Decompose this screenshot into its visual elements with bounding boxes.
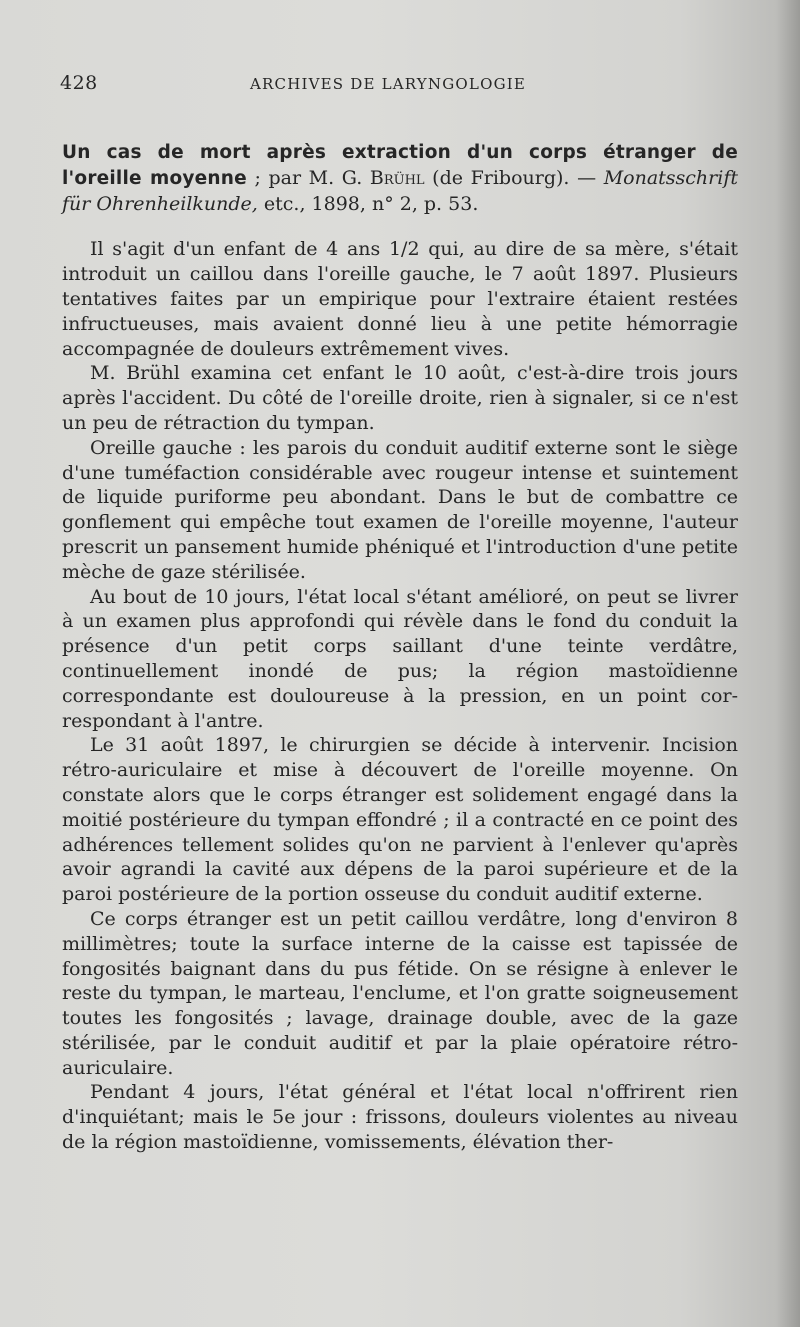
paragraph: Oreille gauche : les parois du conduit auditif externe sont le siège d'une tuméfaction considérable avec rougeur intense et suintement de liquide puriforme peu abondant. Dans le but de combattre ce gonflement qui empêche tout examen de l'oreille moyenne, l'auteur prescrit un pansement humide phéniqué et l'introduction d'une petite mèche de gaze stérilisée. bbox=[62, 436, 738, 583]
article-author: Brühl bbox=[369, 166, 425, 189]
paragraph: Pendant 4 jours, l'état général et l'état local n'offrirent rien d'inquiétant; mais le 5e jour : frissons, douleurs violentes au niveau de la région mastoïdienne, vomissements, élévation ther- bbox=[62, 1081, 738, 1154]
article-citation: etc., 1898, n° 2, p. 53. bbox=[257, 192, 479, 215]
paragraph: Ce corps étranger est un petit caillou verdâtre, long d'environ 8 millimètres; toute la surface interne de la caisse est tapissée de fongosités baignant dans du pus fétide. On se résigne à enlever le reste du tympan, le marteau, l'enclume, et l'on gratte soigneusement toutes les fongosités ; lavage, drainage double, avec de la gaze stérilisée, par le conduit auditif et par la plaie opératoire rétro-auriculaire. bbox=[62, 907, 738, 1079]
article-author-affiliation: (de Fribourg). — bbox=[424, 166, 604, 189]
article-journal: Monatsschrift für Ohrenheilkunde, bbox=[62, 166, 738, 215]
article-title-bold: Un cas de mort après extraction d'un corps étranger de l'oreille moyenne bbox=[62, 142, 738, 189]
paragraph: Il s'agit d'un enfant de 4 ans 1/2 qui, au dire de sa mère, s'était introduit un caillou dans l'oreille gauche, le 7 août 1897. Plusieurs tentatives faites par un empirique pour l'extraire étaient restées infructueuses, mais avaient donné lieu à une petite hémorragie accompagnée de douleurs extrêmement vives. bbox=[62, 238, 738, 360]
article-body bbox=[62, 140, 738, 1155]
article-title bbox=[62, 140, 738, 216]
page-number: 428 bbox=[60, 72, 98, 94]
paragraph: Le 31 août 1897, le chirurgien se décide à intervenir. Incision rétro-auriculaire et mise à découvert de l'oreille moyenne. On constate alors que le corps étranger est solidement engagé dans la moitié postérieure du tympan effondré ; il a contracté en ce point des adhérences tellement solides qu'on ne parvient à l'enlever qu'après avoir agrandi la cavité aux dépens de la paroi supérieure et de la paroi postérieure de la portion osseuse du conduit auditif externe. bbox=[62, 734, 738, 906]
paragraph: M. Brühl examina cet enfant le 10 août, c'est-à-dire trois jours après l'accident. Du côté de l'oreille droite, rien à signaler, si ce n'est un peu de rétraction du tympan. bbox=[62, 362, 738, 434]
paragraph: Au bout de 10 jours, l'état local s'étant amélioré, on peut se livrer à un examen plus approfondi qui révèle dans le fond du conduit la présence d'un petit corps saillant d'une teinte verdâtre, continuellement inondé de pus; la région mastoïdienne correspondante est douloureuse à la pression, en un point correspondant à l'antre. bbox=[62, 585, 738, 732]
article-title-sep: ; par M. G. bbox=[246, 166, 370, 189]
running-title: ARCHIVES DE LARYNGOLOGIE bbox=[250, 75, 527, 93]
page-header bbox=[60, 72, 740, 102]
